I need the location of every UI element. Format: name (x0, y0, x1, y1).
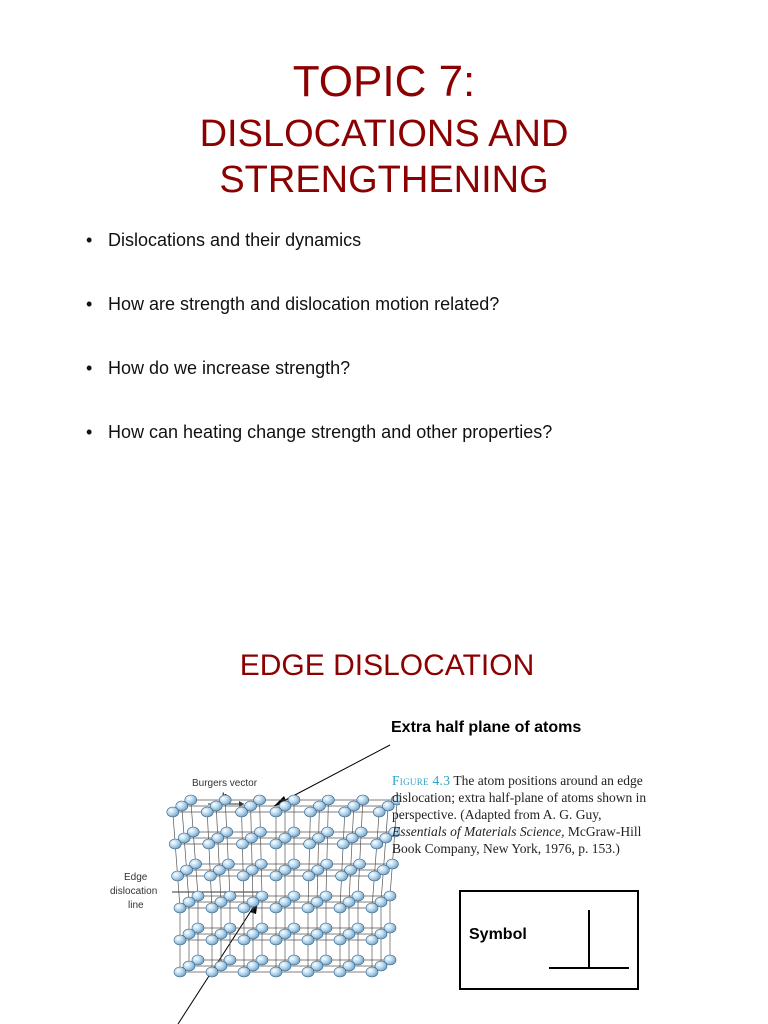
dislocation-symbol-icon (547, 908, 631, 972)
title-line-1: TOPIC 7: (292, 57, 476, 106)
lattice-atom (371, 839, 383, 849)
edge-label-3: line (128, 900, 144, 911)
edge-label-1: Edge (124, 872, 148, 883)
lattice-atom (270, 871, 282, 881)
bullet-text: Dislocations and their dynamics (108, 230, 362, 250)
lattice-atom (270, 807, 282, 817)
bullet-text: How can heating change strength and other properties? (108, 422, 553, 442)
figure-caption (392, 772, 654, 857)
burgers-vector-label: Burgers vector (192, 778, 258, 789)
caption-book-title: Essentials of Materials Science, (392, 824, 565, 839)
lattice-atom (304, 807, 316, 817)
edge-label-2: dislocation (110, 886, 158, 897)
lattice-atom (337, 839, 349, 849)
lattice-atom (303, 871, 315, 881)
lattice-atom (203, 839, 215, 849)
lattice-atom (368, 871, 380, 881)
lattice-atom (174, 935, 186, 945)
lattice-atom (238, 967, 250, 977)
bullet-dot: • (86, 294, 93, 314)
lattice-atom (270, 967, 282, 977)
lattice-atom (172, 871, 184, 881)
lattice-atom (204, 871, 216, 881)
bullet-item (86, 416, 552, 448)
lattice-atom (169, 839, 181, 849)
figure-number: Figure 4.3 (392, 773, 451, 788)
lattice-atom (334, 967, 346, 977)
bullet-dot: • (86, 358, 93, 378)
lattice-atom (270, 839, 282, 849)
lattice-atom (174, 903, 186, 913)
lattice-atom (236, 839, 248, 849)
symbol-box (459, 890, 639, 990)
lattice-atom (206, 935, 218, 945)
lattice-atom (236, 807, 248, 817)
extra-half-plane-callout: Extra half plane of atoms (391, 719, 582, 736)
lattice-grid (167, 795, 400, 977)
lattice-atom (206, 903, 218, 913)
lattice-atom (366, 903, 378, 913)
lattice-atom (206, 967, 218, 977)
lattice-atom (334, 903, 346, 913)
lattice-atom (336, 871, 348, 881)
caption-text-2: McGraw-Hill Book Company, New York, 1976, p. 153.) (392, 824, 642, 856)
slide-2-title: EDGE DISLOCATION (239, 649, 535, 682)
bullet-dot: • (86, 230, 93, 250)
lattice-atom (373, 807, 385, 817)
bullet-text: How are strength and dislocation motion related? (108, 294, 500, 314)
lattice-atom (201, 807, 213, 817)
lattice-atom (167, 807, 179, 817)
bullet-item (86, 352, 552, 384)
bullet-text: How do we increase strength? (108, 358, 351, 378)
bullet-list (86, 224, 552, 480)
lattice-atom (302, 903, 314, 913)
lattice-atom (270, 903, 282, 913)
bullet-item (86, 224, 552, 256)
lattice-atom (304, 839, 316, 849)
lattice-atom (238, 935, 250, 945)
bullet-dot: • (86, 422, 93, 442)
lattice-atom (174, 967, 186, 977)
title-line-3: STRENGTHENING (219, 159, 549, 201)
caption-text-1: The atom positions around an edge dislocation; extra half-plane of atoms shown in perspective. (Adapted from A. G. Guy, (392, 773, 647, 822)
lattice-atom (302, 935, 314, 945)
title-line-2: DISLOCATIONS AND (199, 113, 569, 155)
lattice-atom (366, 967, 378, 977)
lattice-atom (237, 871, 249, 881)
lattice-atom (334, 935, 346, 945)
lattice-atom (302, 967, 314, 977)
bullet-item (86, 288, 552, 320)
edge-dislocation-figure (110, 760, 400, 1024)
lattice-atom (270, 935, 282, 945)
lattice-atom (238, 903, 250, 913)
lattice-atom (339, 807, 351, 817)
lattice-atom (366, 935, 378, 945)
symbol-label: Symbol (469, 926, 527, 943)
